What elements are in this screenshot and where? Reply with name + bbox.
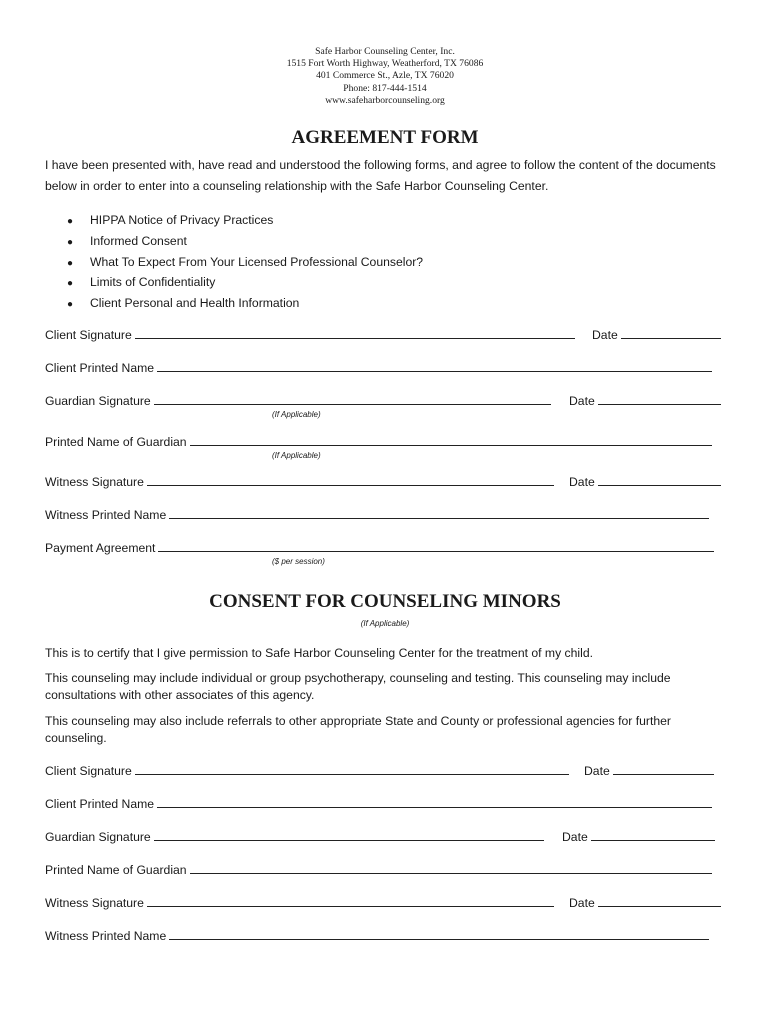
guardian-signature-field[interactable] — [154, 393, 551, 405]
consent-client-signature-row: Client Signature — [45, 763, 569, 778]
guardian-if-applicable: (If Applicable) — [272, 410, 321, 419]
agreement-witness-signature-row: Witness Signature — [45, 474, 554, 489]
website: www.safeharborcounseling.org — [325, 94, 445, 106]
bullet-icon: ● — [67, 257, 74, 269]
witness-date-field[interactable] — [598, 474, 721, 486]
list-item: ● Limits of Confidentiality — [67, 272, 423, 293]
phone: Phone: 817-444-1514 — [343, 82, 427, 94]
consent-para-3: This counseling may also include referrals to other appropriate State and County or professional agencies for further counseling. — [45, 714, 671, 745]
consent-title: CONSENT FOR COUNSELING MINORS — [209, 591, 561, 612]
list-item: ● Client Personal and Health Information — [67, 293, 423, 314]
bullet-icon: ● — [67, 216, 74, 227]
agreement-guardian-date-row: Date — [569, 393, 721, 408]
consent-client-date-row: Date — [584, 763, 714, 778]
address-weatherford: 1515 Fort Worth Highway, Weatherford, TX 76086 — [286, 58, 484, 70]
bullet-icon: ● — [67, 236, 74, 248]
consent-witness-printed-name-field[interactable] — [169, 928, 709, 940]
consent-guardian-date-row: Date — [562, 829, 715, 844]
payment-agreement-field[interactable] — [158, 540, 714, 552]
agreement-guardian-signature-row: Guardian Signature — [45, 393, 551, 408]
bullet-icon: ● — [67, 299, 74, 311]
consent-para-1: This is to certify that I give permission to Safe Harbor Counseling Center for the treatment of my child. — [45, 646, 593, 660]
agreement-intro: I have been presented with, have read and understood the following forms, and agree to follow the content of the documents below in order to enter into a counseling relationship with the Safe Harbor Counseling Center. — [45, 158, 716, 193]
client-date-field[interactable] — [621, 327, 721, 339]
agreement-witness-printed-row: Witness Printed Name — [45, 507, 709, 522]
consent-client-signature-field[interactable] — [135, 763, 569, 775]
printed-guardian-if-applicable: (If Applicable) — [272, 451, 321, 460]
consent-witness-printed-row: Witness Printed Name — [45, 928, 709, 943]
witness-printed-name-field[interactable] — [169, 507, 709, 519]
consent-para-2: This counseling may include individual or group psychotherapy, counseling and testing. This counseling may include consultations with other associates of this agency. — [45, 671, 671, 702]
letterhead — [0, 46, 770, 107]
consent-guardian-signature-row: Guardian Signature — [45, 829, 544, 844]
consent-client-printed-name-field[interactable] — [157, 796, 712, 808]
per-session-note: ($ per session) — [272, 557, 325, 566]
address-azle: 401 Commerce St., Azle, TX 76020 — [316, 70, 454, 82]
agreement-client-signature-row: Client Signature — [45, 327, 575, 342]
agreement-witness-date-row: Date — [569, 474, 721, 489]
consent-client-date-field[interactable] — [613, 763, 714, 775]
consent-guardian-date-field[interactable] — [591, 829, 715, 841]
agreement-client-printed-row: Client Printed Name — [45, 360, 712, 375]
agreement-payment-row: Payment Agreement — [45, 540, 714, 555]
agreement-title: AGREEMENT FORM — [291, 127, 479, 148]
printed-name-guardian-field[interactable] — [190, 434, 712, 446]
client-printed-name-field[interactable] — [157, 360, 712, 372]
list-item: ● What To Expect From Your Licensed Professional Counselor? — [67, 252, 423, 273]
consent-witness-signature-row: Witness Signature — [45, 895, 554, 910]
bullet-icon: ● — [67, 278, 74, 290]
client-signature-field[interactable] — [135, 327, 575, 339]
agreement-printed-guardian-row: Printed Name of Guardian — [45, 434, 712, 449]
consent-if-applicable: (If Applicable) — [360, 619, 410, 628]
consent-guardian-signature-field[interactable] — [154, 829, 544, 841]
agreement-client-date-row: Date — [592, 327, 721, 342]
consent-witness-signature-field[interactable] — [147, 895, 554, 907]
list-item: ● Informed Consent — [67, 231, 423, 252]
consent-witness-date-row: Date — [569, 895, 721, 910]
list-item: ● HIPPA Notice of Privacy Practices — [67, 210, 423, 231]
consent-client-printed-row: Client Printed Name — [45, 796, 712, 811]
witness-signature-field[interactable] — [147, 474, 554, 486]
guardian-date-field[interactable] — [598, 393, 721, 405]
consent-printed-name-guardian-field[interactable] — [190, 862, 712, 874]
documents-list — [67, 210, 423, 314]
consent-printed-guardian-row: Printed Name of Guardian — [45, 862, 712, 877]
org-name: Safe Harbor Counseling Center, Inc. — [315, 46, 455, 57]
consent-witness-date-field[interactable] — [598, 895, 721, 907]
